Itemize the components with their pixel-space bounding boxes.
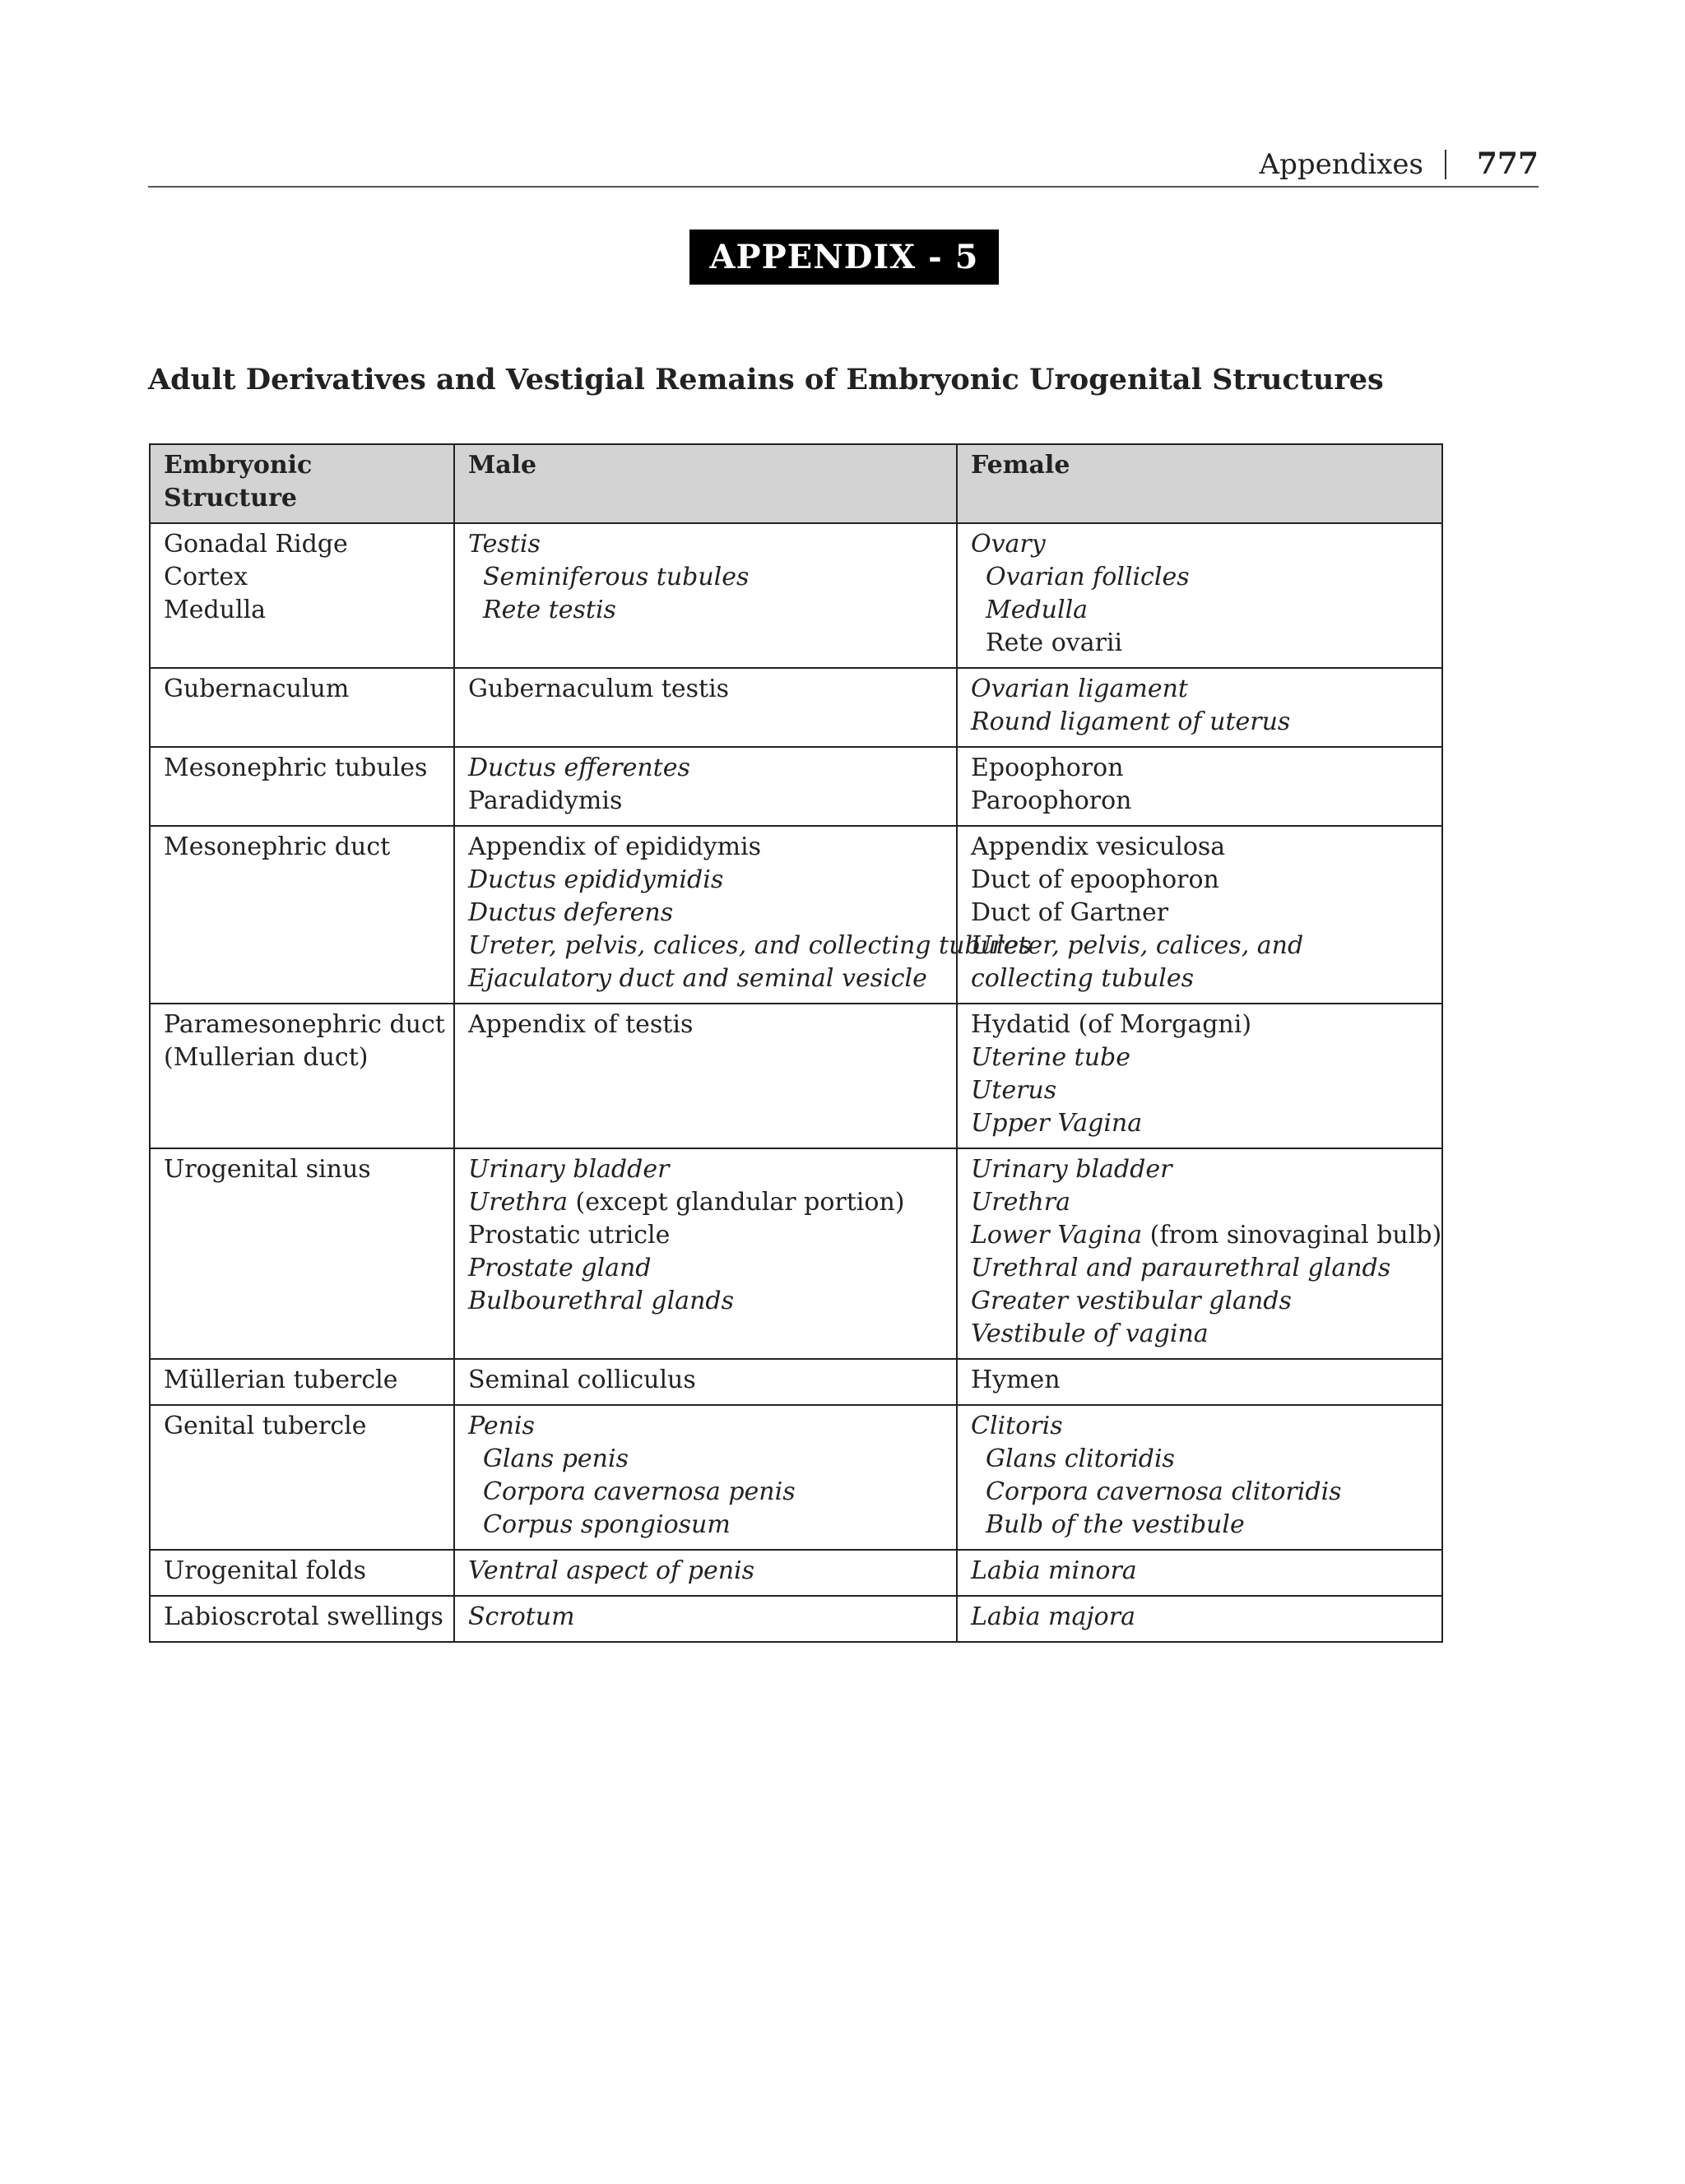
female-line: [971, 1009, 1428, 1041]
female-line: [971, 1186, 1428, 1219]
structure-line: Gubernaculum: [164, 675, 350, 703]
cell-structure: [150, 668, 454, 747]
cell-female: [957, 523, 1442, 668]
female-line: [971, 706, 1428, 739]
section-name: Appendixes: [1259, 148, 1423, 181]
cell-female: [957, 747, 1442, 826]
female-term: Duct of epoophoron: [971, 865, 1219, 894]
male-term: Bulbourethral glands: [468, 1287, 734, 1315]
female-term: Paroophoron: [971, 786, 1132, 815]
page-number: 777: [1476, 146, 1539, 181]
female-line: [971, 1219, 1442, 1252]
male-term: Ductus efferentes: [468, 754, 690, 782]
male-line: [468, 594, 943, 627]
female-line: [971, 930, 1428, 995]
female-term: Uterine tube: [971, 1043, 1130, 1072]
male-line: [468, 1186, 943, 1219]
female-line: [971, 785, 1428, 818]
male-term: Ventral aspect of penis: [468, 1556, 755, 1585]
running-header: [148, 145, 1539, 188]
male-line: [468, 1601, 943, 1634]
male-term: Seminal colliculus: [468, 1366, 696, 1394]
male-term: Appendix of epididymis: [468, 832, 762, 861]
header-divider: [1445, 150, 1446, 179]
female-term: Round ligament of uterus: [971, 707, 1291, 736]
female-term: Vestibule of vagina: [971, 1319, 1209, 1348]
female-term: Uterus: [971, 1076, 1057, 1105]
male-term: Gubernaculum testis: [468, 675, 730, 703]
structure-line: Cortex: [164, 563, 248, 591]
female-line: [971, 1107, 1428, 1140]
male-term: Scrotum: [468, 1602, 575, 1631]
male-term: Ureter, pelvis, calices, and collecting tubules: [468, 931, 1032, 960]
male-term: Rete testis: [483, 596, 616, 624]
female-term: Duct of Gartner: [971, 898, 1169, 927]
female-term-note: (from sinovaginal bulb): [1142, 1221, 1442, 1250]
female-line: [971, 1509, 1428, 1542]
male-line: [468, 1285, 943, 1318]
male-line: [468, 752, 943, 785]
female-term: Appendix vesiculosa: [971, 832, 1226, 861]
table-body: [150, 523, 1442, 1642]
structure-line: Urogenital sinus: [164, 1155, 371, 1184]
cell-male: [454, 1359, 957, 1405]
female-term: Ovary: [971, 530, 1046, 559]
male-line: [468, 1219, 943, 1252]
female-line: [971, 1443, 1428, 1476]
structure-line: Gonadal Ridge: [164, 530, 348, 559]
female-term: Corpora cavernosa clitoridis: [986, 1477, 1342, 1506]
male-line: [468, 1252, 943, 1285]
male-term: Corpora cavernosa penis: [483, 1477, 796, 1506]
male-term: Ejaculatory duct and seminal vesicle: [468, 964, 927, 993]
structure-line: (Mullerian duct): [164, 1043, 369, 1072]
table-row: [150, 1550, 1442, 1596]
female-term: Upper Vagina: [971, 1109, 1143, 1138]
female-term: Urethra: [971, 1188, 1070, 1217]
appendix-label: APPENDIX - 5: [689, 230, 999, 285]
male-line: [468, 1410, 943, 1443]
cell-structure: [150, 826, 454, 1004]
male-term: Paradidymis: [468, 786, 623, 815]
female-term: Epoophoron: [971, 754, 1124, 782]
male-term: Prostate gland: [468, 1254, 652, 1282]
structure-line: Labioscrotal swellings: [164, 1602, 443, 1631]
structure-line: Genital tubercle: [164, 1412, 367, 1440]
female-line: [971, 1041, 1428, 1074]
female-line: [971, 1601, 1428, 1634]
male-line: [468, 831, 943, 864]
table-title: Adult Derivatives and Vestigial Remains of Embryonic Urogenital Structures: [148, 363, 1384, 396]
female-line: [971, 864, 1428, 897]
table-row: [150, 1148, 1442, 1359]
male-term-note: (except glandular portion): [567, 1188, 905, 1217]
table-row: [150, 1596, 1442, 1642]
female-term: Labia majora: [971, 1602, 1135, 1631]
female-line: [971, 897, 1428, 930]
cell-male: [454, 826, 1032, 1004]
female-term: Urethral and paraurethral glands: [971, 1254, 1391, 1282]
female-line: [971, 1318, 1428, 1351]
cell-male: [454, 668, 957, 747]
cell-female: [957, 1148, 1442, 1359]
cell-male: [454, 523, 957, 668]
cell-female: [957, 1596, 1442, 1642]
male-line: [468, 528, 943, 561]
cell-male: [454, 1550, 957, 1596]
female-line: [971, 1153, 1428, 1186]
cell-male: [454, 1148, 957, 1359]
male-line: [468, 1555, 943, 1588]
male-term: Appendix of testis: [468, 1010, 694, 1039]
cell-structure: [150, 1405, 454, 1550]
column-header-female: Female: [957, 444, 1442, 523]
female-line: [971, 528, 1428, 561]
cell-male: [454, 1596, 957, 1642]
column-header-structure: Embryonic Structure: [150, 444, 454, 523]
male-term: Glans penis: [483, 1444, 629, 1473]
male-line: [468, 1153, 943, 1186]
cell-female: [957, 1359, 1442, 1405]
female-line: [971, 1364, 1428, 1397]
cell-structure: [150, 1359, 454, 1405]
cell-male: [454, 747, 957, 826]
cell-structure: [150, 1004, 454, 1148]
structure-line: Medulla: [164, 596, 267, 624]
female-term: Medulla: [986, 596, 1089, 624]
female-term: Lower Vagina: [971, 1221, 1143, 1250]
male-line: [468, 897, 943, 930]
male-term: Ductus deferens: [468, 898, 674, 927]
female-line: [971, 831, 1428, 864]
derivatives-table: [149, 443, 1443, 1643]
female-term: Urinary bladder: [971, 1155, 1172, 1184]
cell-structure: [150, 747, 454, 826]
male-term: Corpus spongiosum: [483, 1510, 731, 1539]
female-line: [971, 627, 1428, 660]
male-line: [468, 864, 943, 897]
male-term: Seminiferous tubules: [483, 563, 750, 591]
female-line: [971, 1074, 1428, 1107]
female-line: [971, 673, 1428, 706]
cell-female: [957, 1550, 1442, 1596]
female-line: [971, 1555, 1428, 1588]
cell-structure: [150, 523, 454, 668]
column-header-male: Male: [454, 444, 957, 523]
structure-line: Müllerian tubercle: [164, 1366, 398, 1394]
structure-line: Paramesonephric duct: [164, 1010, 445, 1039]
male-line: [468, 930, 1032, 962]
table-row: [150, 826, 1442, 1004]
female-term: Glans clitoridis: [986, 1444, 1175, 1473]
male-line: [468, 1364, 943, 1397]
female-term: Greater vestibular glands: [971, 1287, 1292, 1315]
female-line: [971, 1252, 1428, 1285]
male-line: [468, 1443, 943, 1476]
female-term: Clitoris: [971, 1412, 1063, 1440]
female-term: Ovarian ligament: [971, 675, 1188, 703]
table-row: [150, 1004, 1442, 1148]
cell-female: [957, 668, 1442, 747]
female-line: [971, 1476, 1428, 1509]
male-line: [468, 1009, 943, 1041]
male-term: Urinary bladder: [468, 1155, 670, 1184]
female-term: Labia minora: [971, 1556, 1137, 1585]
female-term: Rete ovarii: [986, 628, 1123, 657]
table-row: [150, 523, 1442, 668]
cell-female: [957, 1405, 1442, 1550]
male-term: Ductus epididymidis: [468, 865, 724, 894]
cell-structure: [150, 1148, 454, 1359]
table-header-row: [150, 444, 1442, 523]
female-line: [971, 752, 1428, 785]
male-line: [468, 962, 943, 995]
structure-line: Mesonephric duct: [164, 832, 391, 861]
female-line: [971, 561, 1428, 594]
table-row: [150, 1359, 1442, 1405]
male-line: [468, 1509, 943, 1542]
structure-line: Mesonephric tubules: [164, 754, 428, 782]
female-line: [971, 594, 1428, 627]
male-term: Prostatic utricle: [468, 1221, 671, 1250]
male-term: Testis: [468, 530, 541, 559]
male-term: Urethra: [468, 1188, 568, 1217]
male-line: [468, 673, 943, 706]
female-term: Ovarian follicles: [986, 563, 1190, 591]
structure-line: Urogenital folds: [164, 1556, 366, 1585]
table-row: [150, 1405, 1442, 1550]
male-line: [468, 561, 943, 594]
male-line: [468, 1476, 943, 1509]
male-line: [468, 785, 943, 818]
cell-male: [454, 1405, 957, 1550]
cell-female: [957, 826, 1442, 1004]
male-term: Penis: [468, 1412, 535, 1440]
cell-structure: [150, 1550, 454, 1596]
cell-structure: [150, 1596, 454, 1642]
female-term: Bulb of the vestibule: [986, 1510, 1245, 1539]
cell-female: [957, 1004, 1442, 1148]
cell-male: [454, 1004, 957, 1148]
female-term: Hydatid (of Morgagni): [971, 1010, 1252, 1039]
female-line: [971, 1285, 1428, 1318]
female-term: Ureter, pelvis, calices, and collecting tubules: [971, 931, 1304, 993]
table-row: [150, 668, 1442, 747]
female-line: [971, 1410, 1428, 1443]
table-row: [150, 747, 1442, 826]
female-term: Hymen: [971, 1366, 1061, 1394]
